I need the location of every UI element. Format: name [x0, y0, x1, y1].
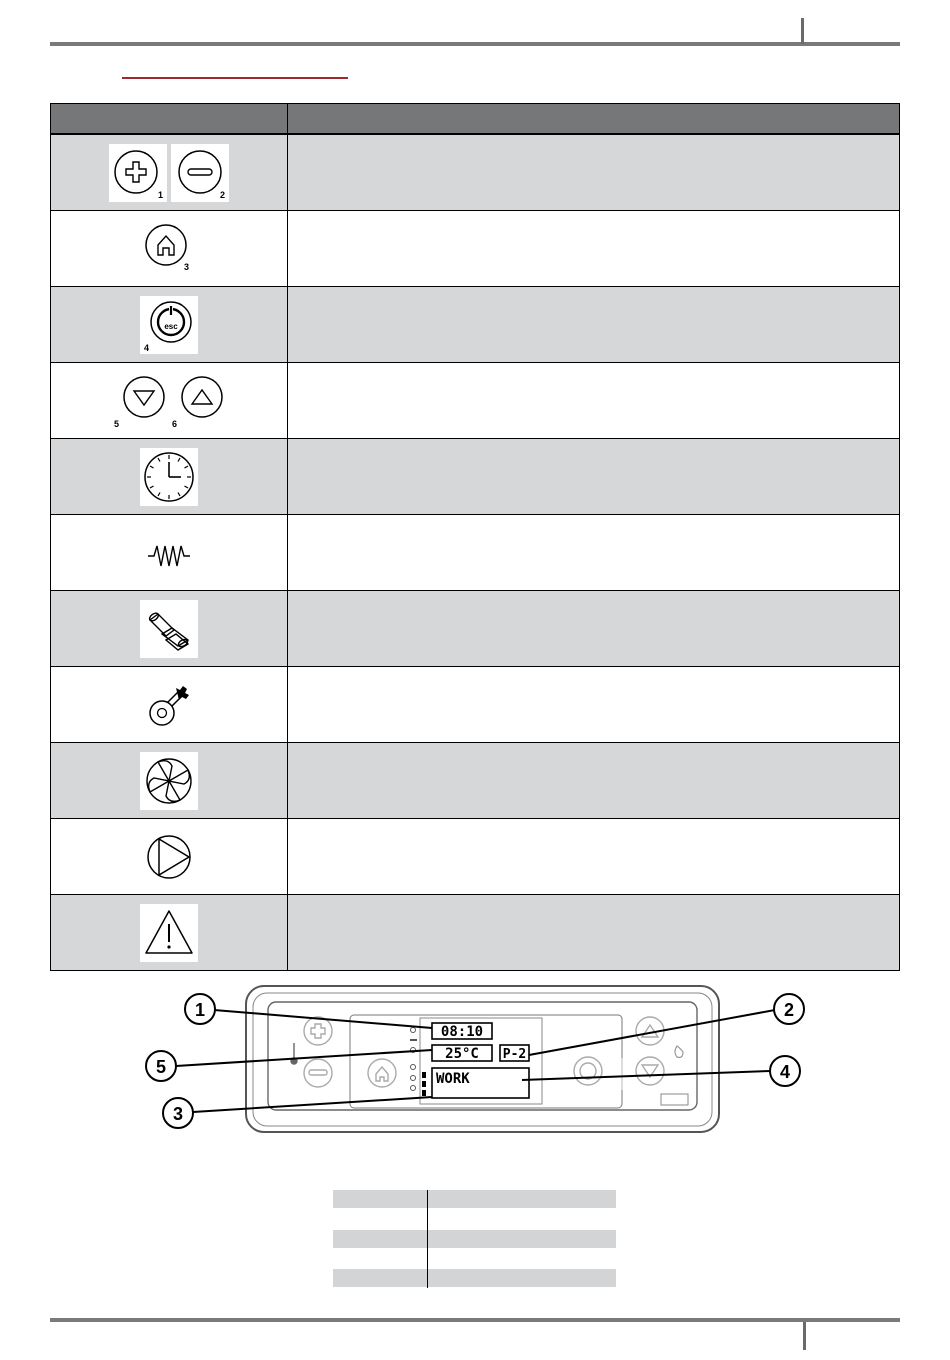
button-number: 3	[184, 261, 190, 272]
callout-1	[185, 994, 215, 1024]
bottom-rule	[50, 1318, 900, 1322]
callout-3	[163, 1098, 193, 1128]
column-divider	[427, 1190, 428, 1288]
svg-text:5: 5	[155, 1057, 167, 1077]
table-row	[333, 1190, 616, 1208]
table-row	[333, 1230, 616, 1248]
time-readout: 08:10	[440, 1024, 484, 1040]
button-number: 6	[172, 418, 178, 429]
state-readout: WORK	[436, 1071, 470, 1087]
legend-table-small	[333, 1190, 616, 1288]
svg-text:3: 3	[172, 1104, 184, 1124]
svg-text:2: 2	[783, 1000, 795, 1020]
svg-text:4: 4	[779, 1062, 791, 1082]
temperature-readout: 25°C	[445, 1046, 479, 1062]
power-readout: P-2	[502, 1047, 527, 1062]
callout-4	[770, 1056, 800, 1086]
button-number: 2	[220, 189, 226, 200]
button-number: 1	[158, 189, 164, 200]
esc-label: esc	[164, 321, 178, 331]
svg-text:1: 1	[194, 1000, 206, 1020]
callout-2	[774, 994, 804, 1024]
table-row	[333, 1269, 616, 1287]
callout-5	[146, 1051, 176, 1081]
bottom-tick	[803, 1322, 806, 1350]
button-number: 5	[114, 418, 120, 429]
button-number: 4	[144, 342, 150, 353]
